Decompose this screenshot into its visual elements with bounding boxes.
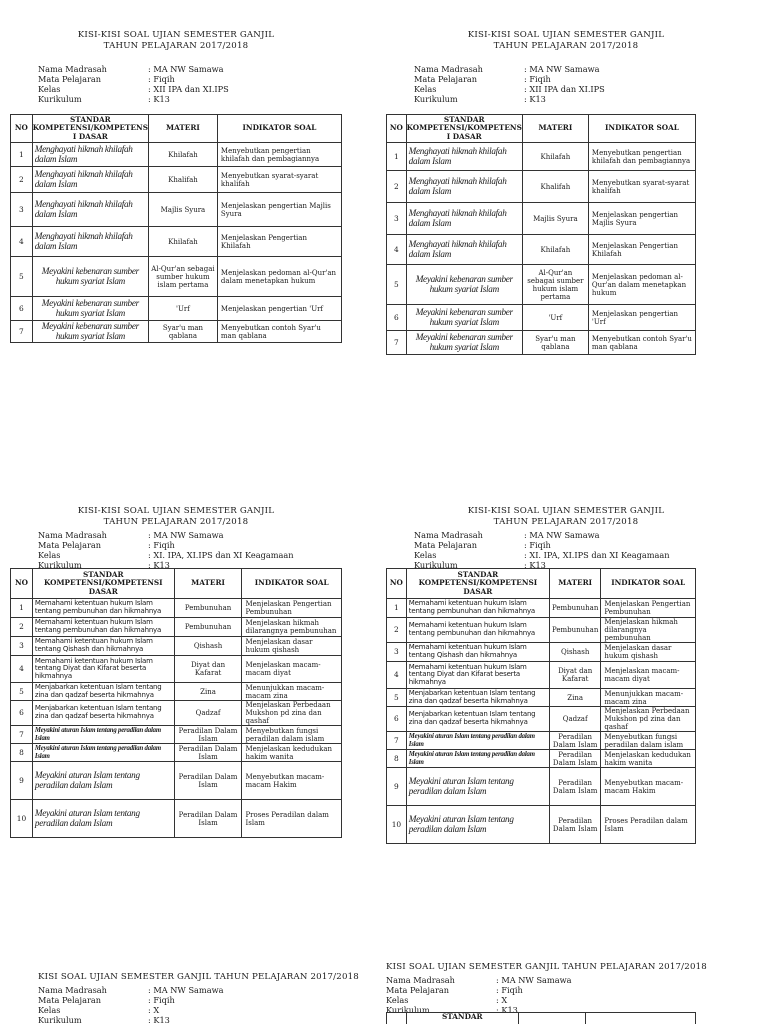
table-row: 10 Meyakini aturan Islam tentang peradilan dalam Islam Peradilan Dalam Islam Proses Peradilan dalam Islam [11, 800, 342, 838]
table-row: 2 Memahami ketentuan hukum Islam tentang pembunuhan dan hikmahnya Pembunuhan Menjelaskan hikmah dilarangnya pembunuhan [11, 618, 342, 637]
table-row: 4 Menghayati hikmah khilafah dalam Islam Khilafah Menjelaskan Pengertian Khilafah [11, 227, 342, 257]
exam-grid-table [386, 568, 696, 844]
exam-grid-doc-2 [386, 30, 696, 352]
table-row: 8 Meyakini aturan Islam tentang peradilan dalam Islam Peradilan Dalam Islam Menjelaskan kedudukan hakim wanita [11, 744, 342, 762]
doc-title: KISI-KISI SOAL UJIAN SEMESTER GANJIL TAHUN PELAJARAN 2017/2018 [77, 30, 275, 51]
table-row: 7 Meyakini kebenaran sumber hukum syariat Islam Syar'u man qablana Menyebutkan contoh Syar'u man qablana [387, 331, 696, 355]
table-row: 6 Meyakini kebenaran sumber hukum syariat Islam 'Urf Menjelaskan pengertian 'Urf [387, 305, 696, 331]
table-row: 2 Menghayati hikmah khilafah dalam Islam Khalifah Menyebutkan syarat-syarat khalifah [387, 171, 696, 203]
doc-meta: Nama Madrasah : MA NW Samawa Mata Pelajaran : Fiqih Kelas : X Kurikulum : K13 [386, 975, 572, 1015]
table-row: 3 Memahami ketentuan hukum Islam tentang Qishash dan hikmahnya Qishash Menjelaskan dasar hukum qishash [11, 637, 342, 656]
exam-grid-doc-1 [10, 30, 342, 341]
table-row: 2 Menghayati hikmah khilafah dalam Islam Khalifah Menyebutkan syarat-syarat khalifah [11, 167, 342, 193]
table-header-row: NO STANDAR KOMPETENSI/KOMPETENS I DASAR MATERI INDIKATOR SOAL [11, 115, 342, 143]
exam-grid-doc-3 [10, 506, 342, 828]
table-header-row: STANDAR [387, 1013, 696, 1024]
table-row: 1 Menghayati hikmah khilafah dalam Islam Khilafah Menyebutkan pengertian khilafah dan pembagiannya [11, 143, 342, 167]
table-row: 1 Memahami ketentuan hukum Islam tentang pembunuhan dan hikmahnya Pembunuhan Menjelaskan Pengertian Pembunuhan [387, 599, 696, 618]
table-row: 5 Menjabarkan ketentuan Islam tentang zina dan qadzaf beserta hikmahnya Zina Menunjukkan macam-macam zina [11, 683, 342, 701]
doc-meta: Nama Madrasah : MA NW Samawa Mata Pelajaran : Fiqih Kelas : XII IPA dan XI.IPS Kurikulum : K13 [38, 64, 229, 104]
table-row: 5 Menjabarkan ketentuan Islam tentang zina dan qadzaf beserta hikmahnya Zina Menunjukkan macam-macam zina [387, 689, 696, 707]
table-row: 9 Meyakini aturan Islam tentang peradilan dalam Islam Peradilan Dalam Islam Menyebutkan macam-macam Hakim [387, 768, 696, 806]
table-row: 3 Menghayati hikmah khilafah dalam Islam Majlis Syura Menjelaskan pengertian Majlis Syura [11, 193, 342, 227]
exam-grid-table [10, 114, 342, 343]
doc-meta: Nama Madrasah : MA NW Samawa Mata Pelajaran : Fiqih Kelas : XII IPA dan XI.IPS Kurikulum : K13 [414, 64, 605, 104]
table-row: 4 Memahami ketentuan hukum Islam tentang Diyat dan Kifarat beserta hikmahnya Diyat dan Kafarat Menjelaskan macam-macam diyat [387, 662, 696, 689]
table-row: 6 Menjabarkan ketentuan Islam tentang zina dan qadzaf beserta hikmahnya Qadzaf Menjelaskan Perbedaan Mukshon pd zina dan qashaf [11, 701, 342, 726]
table-row: 5 Meyakini kebenaran sumber hukum syariat Islam Al-Qur'an sebagai sumber hukum islam pertama Menjelaskan pedoman al-Qur'an dalam menetapkan hukum [387, 265, 696, 305]
table-row: 7 Meyakini kebenaran sumber hukum syariat Islam Syar'u man qablana Menyebutkan contoh Syar'u man qablana [11, 321, 342, 343]
exam-grid-table [386, 114, 696, 355]
table-row: 9 Meyakini aturan Islam tentang peradilan dalam Islam Peradilan Dalam Islam Menyebutkan macam-macam Hakim [11, 762, 342, 800]
table-row: 5 Meyakini kebenaran sumber hukum syariat Islam Al-Qur'an sebagai sumber hukum islam pertama Menjelaskan pedoman al-Qur'an dalam menetapkan hukum [11, 257, 342, 297]
doc-meta: Nama Madrasah : MA NW Samawa Mata Pelajaran : Fiqih Kelas : X Kurikulum : K13 [38, 985, 224, 1024]
exam-grid-doc-4 [386, 506, 696, 834]
table-header-row: NO STANDAR KOMPETENSI/KOMPETENSI DASAR MATERI INDIKATOR SOAL [387, 569, 696, 599]
table-row: 6 Menjabarkan ketentuan Islam tentang zina dan qadzaf beserta hikmahnya Qadzaf Menjelaskan Perbedaan Mukshon pd zina dan qashaf [387, 707, 696, 732]
table-row: 8 Meyakini aturan Islam tentang peradilan dalam Islam Peradilan Dalam Islam Menjelaskan kedudukan hakim wanita [387, 750, 696, 768]
table-row: 1 Memahami ketentuan hukum Islam tentang pembunuhan dan hikmahnya Pembunuhan Menjelaskan Pengertian Pembunuhan [11, 599, 342, 618]
table-row: 3 Menghayati hikmah khilafah dalam Islam Majlis Syura Menjelaskan pengertian Majlis Syura [387, 203, 696, 235]
doc-meta: Nama Madrasah : MA NW Samawa Mata Pelajaran : Fiqih Kelas : XI. IPA, XI.IPS dan XI Keagamaan Kurikulum : K13 [38, 530, 294, 570]
exam-grid-table [386, 1012, 696, 1024]
table-row: 7 Meyakini aturan Islam tentang peradilan dalam Islam Peradilan Dalam Islam Menyebutkan fungsi peradilan dalam islam [387, 732, 696, 750]
table-row: 4 Memahami ketentuan hukum Islam tentang Diyat dan Kifarat beserta hikmahnya Diyat dan Kafarat Menjelaskan macam-macam diyat [11, 656, 342, 683]
table-row: 6 Meyakini kebenaran sumber hukum syariat Islam 'Urf Menjelaskan pengertian 'Urf [11, 297, 342, 321]
exam-grid-doc-6 [386, 962, 716, 1024]
table-row: 10 Meyakini aturan Islam tentang peradilan dalam Islam Peradilan Dalam Islam Proses Peradilan dalam Islam [387, 806, 696, 844]
exam-grid-table [10, 568, 342, 838]
table-row: 3 Memahami ketentuan hukum Islam tentang Qishash dan hikmahnya Qishash Menjelaskan dasar hukum qishash [387, 643, 696, 662]
doc-meta: Nama Madrasah : MA NW Samawa Mata Pelajaran : Fiqih Kelas : XI. IPA, XI.IPS dan XI Keagamaan Kurikulum : K13 [414, 530, 670, 570]
doc-title: KISI-KISI SOAL UJIAN SEMESTER GANJIL TAHUN PELAJARAN 2017/2018 [467, 30, 665, 51]
doc-title: KISI SOAL UJIAN SEMESTER GANJIL TAHUN PELAJARAN 2017/2018 [386, 962, 707, 972]
table-row: 7 Meyakini aturan Islam tentang peradilan dalam Islam Peradilan Dalam Islam Menyebutkan fungsi peradilan dalam islam [11, 726, 342, 744]
doc-title: KISI-KISI SOAL UJIAN SEMESTER GANJIL TAHUN PELAJARAN 2017/2018 [467, 506, 665, 527]
table-row: 1 Menghayati hikmah khilafah dalam Islam Khilafah Menyebutkan pengertian khilafah dan pembagiannya [387, 143, 696, 171]
table-header-row: NO STANDAR KOMPETENSI/KOMPETENS I DASAR MATERI INDIKATOR SOAL [387, 115, 696, 143]
doc-title: KISI SOAL UJIAN SEMESTER GANJIL TAHUN PELAJARAN 2017/2018 [38, 972, 359, 982]
table-row: 2 Memahami ketentuan hukum Islam tentang pembunuhan dan hikmahnya Pembunuhan Menjelaskan hikmah dilarangnya pembunuhan [387, 618, 696, 643]
table-header-row: NO STANDAR KOMPETENSI/KOMPETENSI DASAR MATERI INDIKATOR SOAL [11, 569, 342, 599]
exam-grid-doc-5 [38, 972, 368, 1024]
table-row: 4 Menghayati hikmah khilafah dalam Islam Khilafah Menjelaskan Pengertian Khilafah [387, 235, 696, 265]
doc-title: KISI-KISI SOAL UJIAN SEMESTER GANJIL TAHUN PELAJARAN 2017/2018 [77, 506, 275, 527]
